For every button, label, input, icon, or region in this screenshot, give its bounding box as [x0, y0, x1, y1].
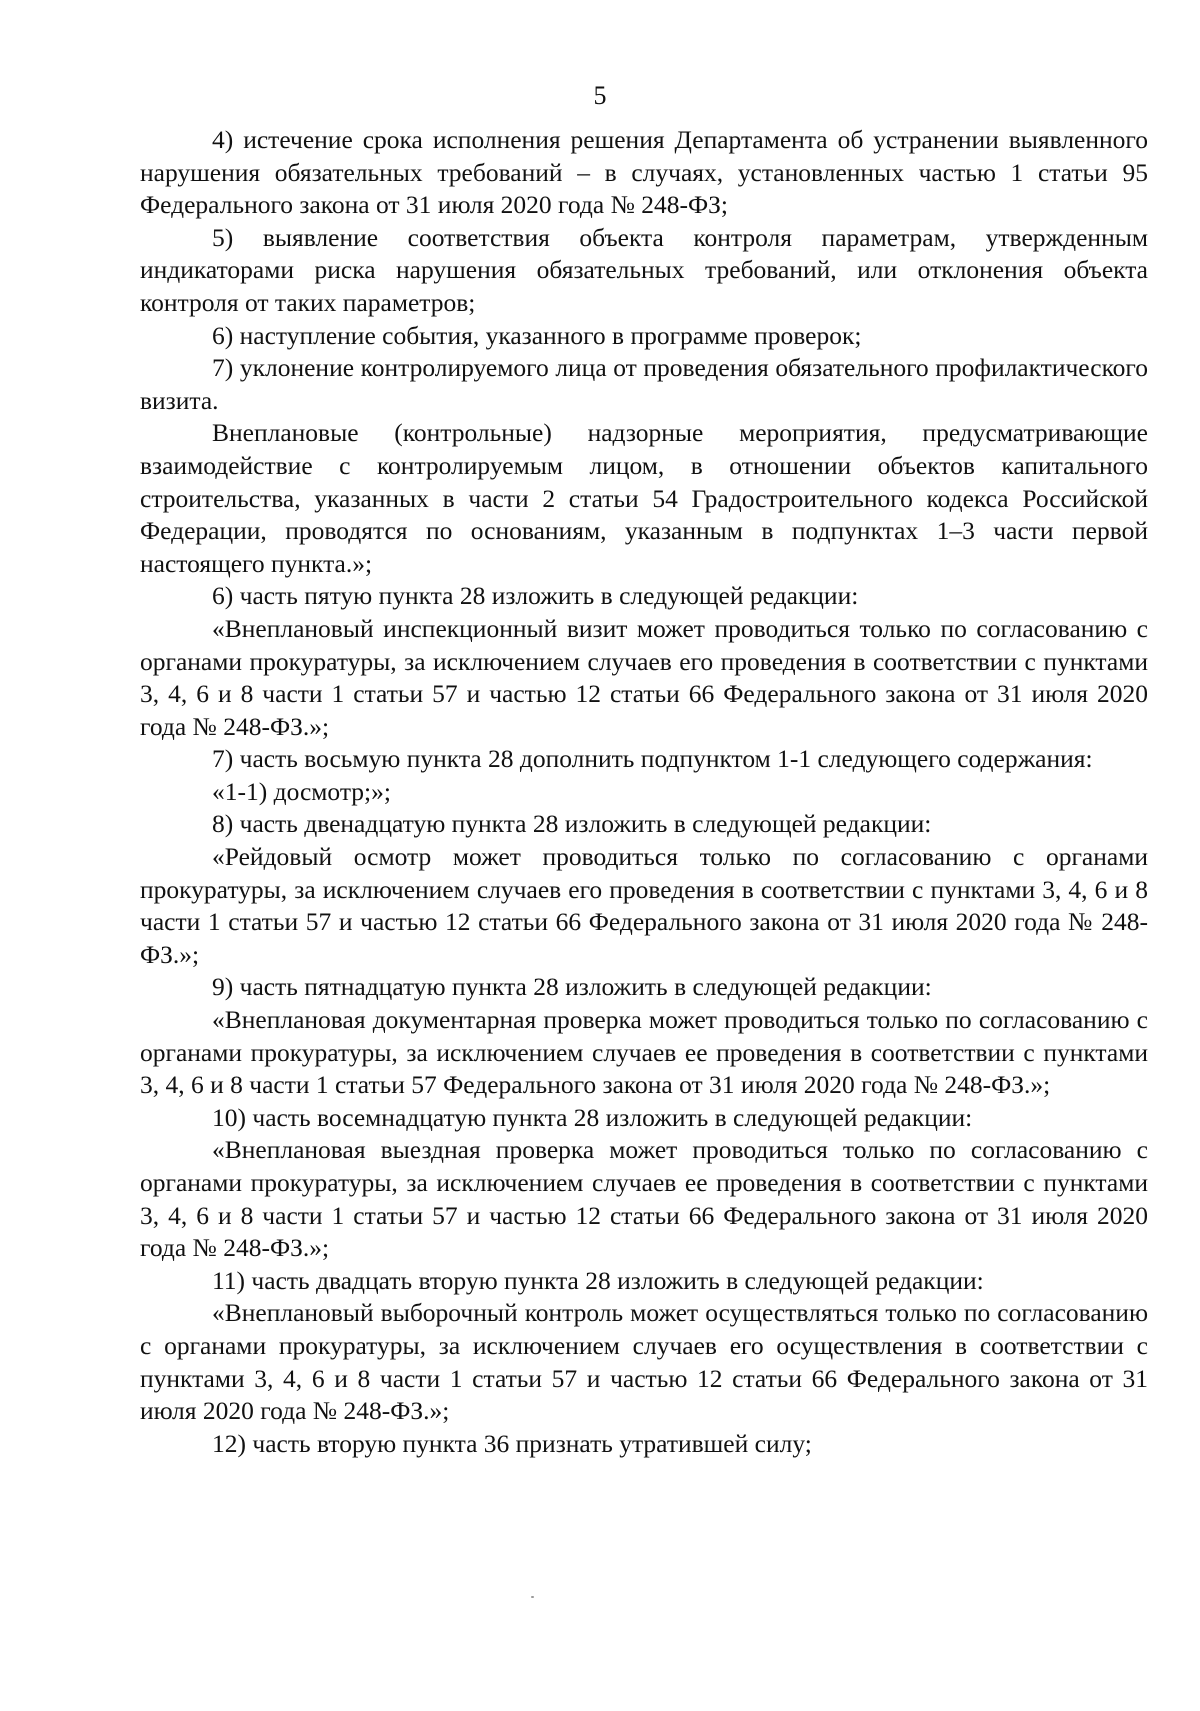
paragraph-item-5: 5) выявление соответствия объекта контроля параметрам, утвержденным индикаторами риска нарушения обязательных требований, или отклонения объекта контроля от таких параметров; [140, 222, 1148, 317]
scan-speck [531, 1596, 534, 1598]
paragraph-item-6: 6) наступление события, указанного в программе проверок; [212, 320, 862, 350]
paragraph-amendment-7: 7) часть восьмую пункта 28 дополнить подпунктом 1-1 следующего содержания: [212, 744, 1093, 774]
paragraph-quote-documentary-check: «Внеплановая документарная проверка может проводиться только по согласованию с органами прокуратуры, за исключением случаев ее проведения в соответствии с пунктами 3, 4, 6 и 8 части 1 статьи 57 Федерального закона от 31 июля 2020 года № 248-ФЗ.»; [140, 1005, 1148, 1100]
paragraph-amendment-6: 6) часть пятую пункта 28 изложить в следующей редакции: [212, 581, 859, 611]
paragraph-unscheduled-events: Внеплановые (контрольные) надзорные мероприятия, предусматривающие взаимодействие с контролируемым лицом, в отношении объектов капитального строительства, указанных в части 2 статьи 54 Градостроительного кодекса Российской Федерации, проводятся по основаниям, указанным в подпунктах 1–3 части первой настоящего пункта.»; [140, 418, 1148, 578]
paragraph-item-4: 4) истечение срока исполнения решения Департамента об устранении выявленного нарушения обязательных требований – в случаях, установленных частью 1 статьи 95 Федерального закона от 31 июля 2020 года № 248-ФЗ; [140, 125, 1148, 220]
paragraph-amendment-8: 8) часть двенадцатую пункта 28 изложить в следующей редакции: [212, 809, 932, 839]
paragraph-amendment-9: 9) часть пятнадцатую пункта 28 изложить в следующей редакции: [212, 972, 932, 1002]
paragraph-quote-inspection: «1-1) досмотр;»; [212, 776, 391, 806]
document-body [140, 124, 1148, 1460]
paragraph-amendment-12: 12) часть вторую пункта 36 признать утратившей силу; [212, 1428, 812, 1458]
page-number: 5 [593, 81, 607, 110]
paragraph-quote-field-check: «Внеплановая выездная проверка может проводиться только по согласованию с органами прокуратуры, за исключением случаев ее проведения в соответствии с пунктами 3, 4, 6 и 8 части 1 статьи 57 и частью 12 статьи 66 Федерального закона от 31 июля 2020 года № 248-ФЗ.»; [140, 1135, 1148, 1263]
paragraph-amendment-11: 11) часть двадцать вторую пункта 28 изложить в следующей редакции: [212, 1265, 984, 1295]
paragraph-quote-selective-control: «Внеплановый выборочный контроль может осуществляться только по согласованию с органами прокуратуры, за исключением случаев его осуществления в соответствии с пунктами 3, 4, 6 и 8 части 1 статьи 57 и частью 12 статьи 66 Федерального закона от 31 июля 2020 года № 248-ФЗ.»; [140, 1298, 1148, 1426]
paragraph-quote-inspection-visit: «Внеплановый инспекционный визит может проводиться только по согласованию с органами прокуратуры, за исключением случаев его проведения в соответствии с пунктами 3, 4, 6 и 8 части 1 статьи 57 и частью 12 статьи 66 Федерального закона от 31 июля 2020 года № 248-ФЗ.»; [140, 613, 1148, 741]
paragraph-item-7: 7) уклонение контролируемого лица от проведения обязательного профилактического визита. [140, 353, 1148, 415]
paragraph-quote-raid-inspection: «Рейдовый осмотр может проводиться только по согласованию с органами прокуратуры, за исключением случаев его проведения в соответствии с пунктами 3, 4, 6 и 8 части 1 статьи 57 и частью 12 статьи 66 Федерального закона от 31 июля 2020 года № 248-ФЗ.»; [140, 842, 1148, 969]
paragraph-amendment-10: 10) часть восемнадцатую пункта 28 изложить в следующей редакции: [212, 1102, 973, 1132]
